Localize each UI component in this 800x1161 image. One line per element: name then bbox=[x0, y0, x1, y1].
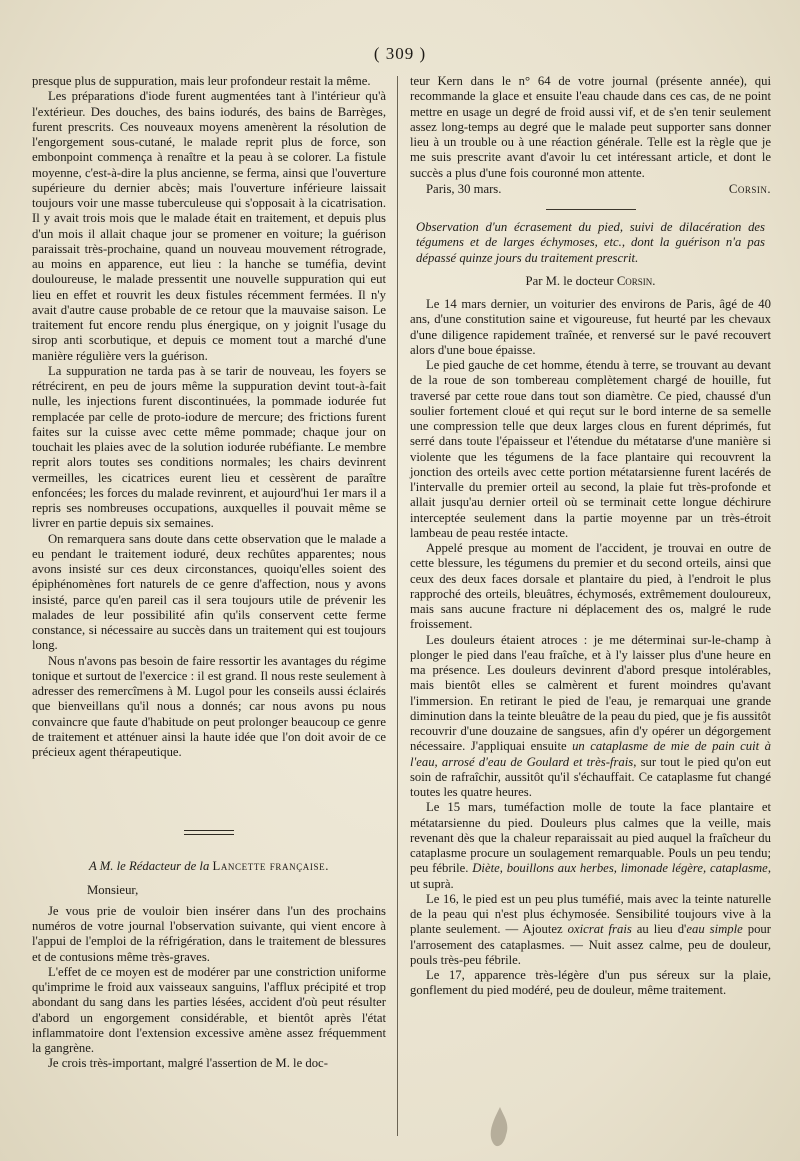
paragraph: On remarquera sans doute dans cette observation que le malade a eu pendant le traitement ioduré, deux rechûtes apparentes; nous avons insisté sur ces deux circonstances, quoiqu'elles soient des épiphénomènes fort naturels de ce genre d'affection, nous y avons insisté, parce qu'en pareil cas il sera toujours utile de prévenir les malades de leur possibilité afin qu'ils conservent cette ferme constance, si nécessaire au succès dans un traitement qui est toujours long. bbox=[32, 531, 386, 653]
salutation: Monsieur, bbox=[87, 882, 139, 897]
letter-heading-text: A M. le Rédacteur de la bbox=[89, 859, 213, 874]
paragraph bbox=[410, 633, 771, 801]
section-separator bbox=[184, 830, 234, 835]
text-run: Le 16, le pied est un peu plus tuméfié, mais avec la teinte naturelle de la peau qui n'est plus échymosée. Sensibilité toujours vive à la plante seulement. — Ajoutez bbox=[410, 891, 771, 937]
italic-run: un cataplasme de mie de pain cuit à l'eau, arrosé d'eau de Goulard et très-frais bbox=[410, 739, 772, 769]
text-run: au lieu d' bbox=[631, 922, 687, 937]
article-title: Observation d'un écrasement du pied, suivi de dilacération des tégumens et de larges échymoses, etc., dont la guérison n'a pas dépassé quinze jours du traitement prescrit. bbox=[416, 220, 765, 265]
paragraph: Je crois très-important, malgré l'assertion de M. le doc- bbox=[48, 1056, 328, 1071]
text-run: Le 15 mars, tuméfaction molle de toute la face plantaire et métatarsienne du pied. Douleurs plus calmes que la veille, mais revenant dès que la chaleur reparaissait au pied auquel la fraîcheur du cataplasme procure un soulagement remarquable. Pouls un peu tendu; peu fébrile. bbox=[410, 800, 771, 876]
paragraph: Le pied gauche de cet homme, étendu à terre, se trouvant au devant de la roue de son tombereau complètement chargé de houille, fut traversé par cette roue dans tout son diamètre. Ce pied, chaussé d'un soulier fortement cloué et qui reçut sur le bord interne de sa semelle une compression telle que deux larges clous en furent déprimés, fut serré dans toute l'épaisseur et l'étendue du métatarse d'une manière si violente que les tégumens de la face plantaire qui recouvrent la jonction des orteils avec cette portion métatarsienne furent lacérés de l'intervalle du premier orteil au second, la plaie fut très-profonde et allait jusqu'au dernier orteil où se terminait cette longue déchirure interceptée seulement dans la partie moyenne par un très-étroit lambeau de peau restée intacte. bbox=[410, 358, 771, 540]
paragraph: Appelé presque au moment de l'accident, je trouvai en outre de cette blessure, les tégumens du premier et du second orteils, ainsi que ceux des deux faces dorsale et plantaire du pied, à l'endroit le plus rapproché des orteils, bleuâtres, échymosés, extrêmement douloureux, mais sans aucune fracture ni déplacement des os, malgré le rude froissement. bbox=[410, 541, 771, 632]
column-divider bbox=[397, 76, 398, 1136]
byline bbox=[410, 274, 771, 289]
text-run: , ut suprà. bbox=[410, 861, 771, 891]
signature-place-date: Paris, 30 mars. bbox=[426, 181, 502, 196]
paragraph: teur Kern dans le n° 64 de votre journal (présente année), qui recommande la glace et ensuite l'eau chaude dans ces cas, de ne point mettre en usage un degré de froid aussi vif, et de s'en tenir seulement assez long-temps au degré que le malade peut supporter sans donner lieu à un trouble ou à une réaction générale. Telle est la règle que je me suis prescrite avant d'avoir lu cet intéressant article, et dont le succès a plus d'une fois couronné mon attente. bbox=[410, 74, 771, 180]
italic-run: Diète, bouillons aux herbes, limonade légère, cataplasme bbox=[472, 861, 768, 876]
paragraph: La suppuration ne tarda pas à se tarir de nouveau, les foyers se rétrécirent, en peu de jours même la suppuration devint tout-à-fait nulle, les injections furent discontinuées, la pommade iodurée fut remplacée par celle de proto-iodure de mercure; des frictions furent faites sur la cuisse avec cette même pommade; chaque jour on touchait les plaies avec de la solution iodurée rubéfiante. Le membre reprit alors toutes ses conditions normales; les chairs devinrent vermeilles, les cicatrices eurent lieu et cessèrent de paraître enfoncées; les forces du malade revinrent, et aujourd'hui 1er mars il a repris ses nombreuses occupations, auxquelles il pouvait même se livrer en partie depuis six semaines. bbox=[32, 363, 386, 531]
journal-name: Lancette française. bbox=[212, 859, 329, 874]
italic-run: eau simple bbox=[686, 922, 743, 937]
section-rule bbox=[546, 209, 636, 210]
paragraph bbox=[410, 892, 771, 968]
italic-run: oxicrat frais bbox=[567, 922, 632, 937]
paragraph: presque plus de suppuration, mais leur profondeur restait la même. bbox=[32, 74, 371, 88]
paragraph: Les préparations d'iode furent augmentées tant à l'intérieur qu'à l'extérieur. Des douches, des bains iodurés, des bains de Barrèges, furent prescrits. Ces nouveaux moyens amenèrent la résolution de l'engorgement sous-cutané, le malade reprit plus de force, son embonpoint commença à renaître et la peau à se colorer. La fistule moyenne, c'est-à-dire la plus ancienne, se ferma, ainsi que l'ouverture supérieure du dernier abcès; mais l'ouverture inférieure laissait toujours voir une masse tuberculeuse qui s'opposait à la cicatrisation. Il y avait trois mois que le malade était en traitement, et depuis plus d'un mois il allait chaque jour se promener en voiture; la guérison paraissait très-prochaine, quand un nouveau mouvement rétrograde, au moins en apparence, eut lieu : la hanche se tuméfia, devint douloureuse, le malade pressentit une nouvelle suppuration qui eut lieu en effet et rouvrit les deux fistules récemment fermées. Il n'y avait d'autre cause probable de ce retour que la mauvaise saison. Le traitement fut encore rendu plus énergique, on y joignit l'usage du sirop anti scorbutique, et depuis ce moment tout a marché d'une manière régulière vers la guérison. bbox=[32, 89, 386, 363]
paragraph: Je vous prie de vouloir bien insérer dans l'un des prochains numéros de votre journal l'observation suivante, qui vient encore à l'appui de l'emploi de la réfrigération, dans le traitement de blessures et de contusions même très-graves. bbox=[32, 903, 386, 964]
signature-name: Corsin. bbox=[728, 181, 771, 196]
left-column bbox=[32, 74, 386, 1072]
letter-heading bbox=[32, 859, 386, 874]
page-number: ( 309 ) bbox=[373, 44, 427, 63]
text-run: , sur tout le pied qu'on eut soin de rafraîchir, aussitôt qu'il s'échauffait. Ce cataplasme fut changé toutes les quatre heures. bbox=[410, 754, 771, 799]
paragraph: Le 17, apparence très-légère d'un pus séreux sur la plaie, gonflement du pied modéré, peu de douleur, même traitement. bbox=[410, 968, 771, 998]
byline-prefix: Par M. le docteur bbox=[525, 273, 617, 288]
paragraph: Nous n'avons pas besoin de faire ressortir les avantages du régime tonique et surtout de l'exercice : il est grand. Il nous reste seulement à adresser des remercîmens à M. Lugol pour les conseils aussi éclairés que bienveillans qu'il nous a donnés; car nous avons pu nous convaincre que faute d'habitude on peut prolonger beaucoup ce genre de traitement et atténuer ainsi la haute idée que l'on doit avoir de ce précieux agent thérapeutique. bbox=[32, 653, 386, 759]
byline-author: Corsin. bbox=[616, 273, 656, 288]
paragraph: L'effet de ce moyen est de modérer par une constriction uniforme qu'imprime le froid aux vaisseaux sanguins, l'afflux précipité et trop abondant du sang dans les parties lésées, accident d'où peut résulter d'abord un engorgement considérable, et bientôt après l'état inflammatoire dont l'extension excessive amène assez fréquemment la gangrène. bbox=[32, 964, 386, 1055]
ink-smudge bbox=[480, 1105, 520, 1155]
text-run: Les douleurs étaient atroces : je me déterminai sur-le-champ à plonger le pied dans l'eau fraîche, et à l'y laisser plus d'une heure en ma présence. Les douleurs devinrent d'abord presque intolérables, mais bientôt elles se calmèrent et furent moindres qu'avant l'immersion. En retirant le pied de l'eau, je remarquai une grande diminution dans la teinte bleuâtre de la peau du pied, que je fis aussitôt recouvrir d'une douzaine de sangsues, afin d'y opérer un dégorgement nécessaire. J'appliquai ensuite bbox=[410, 632, 771, 754]
paragraph bbox=[410, 800, 771, 892]
paragraph: Le 14 mars dernier, un voiturier des environs de Paris, âgé de 40 ans, d'une constitution saine et vigoureuse, fut heurté par les chevaux d'une diligence rapidement traînée, et renversé sur le pavé recouvert alors d'une boue épaisse. bbox=[410, 297, 771, 357]
right-column bbox=[410, 74, 771, 999]
signature-line bbox=[410, 182, 771, 197]
text-run: pour l'arrosement des cataplasmes. — Nuit assez calme, peu de douleur, pouls très-peu fébrile. bbox=[410, 922, 771, 967]
